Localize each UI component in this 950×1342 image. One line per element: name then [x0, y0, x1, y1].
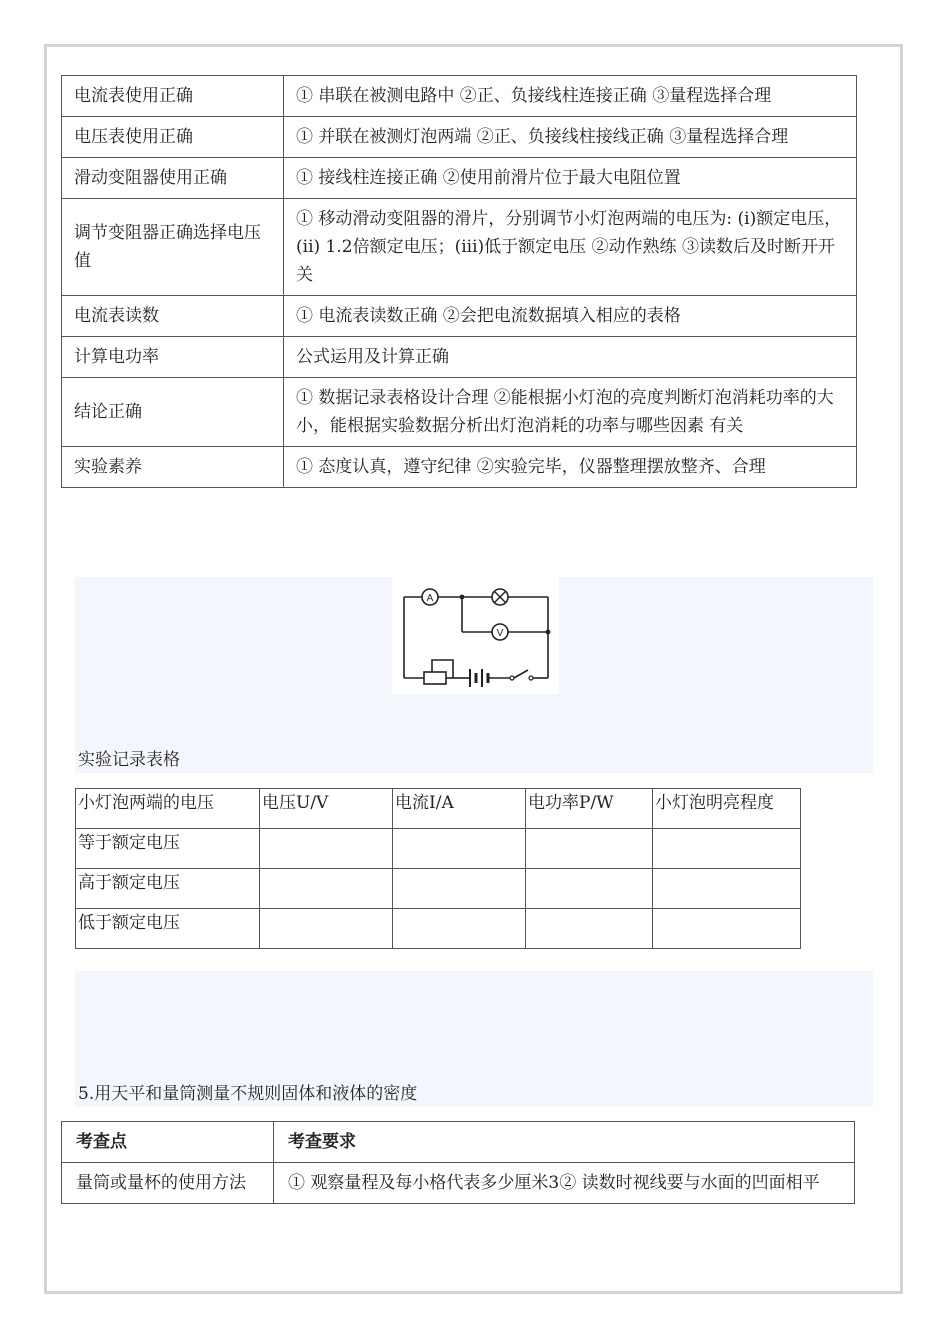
voltmeter-label: V	[496, 628, 504, 639]
rubric-item: 电压表使用正确	[62, 117, 284, 158]
empty-cell	[653, 869, 801, 909]
table-row	[62, 337, 857, 378]
column-header: 小灯泡两端的电压	[76, 789, 260, 829]
rubric-item: 电流表使用正确	[62, 76, 284, 117]
rubric-requirement: ① 态度认真，遵守纪律 ②实验完毕，仪器整理摆放整齐、合理	[284, 447, 857, 488]
rubric-table	[61, 75, 857, 488]
row-label: 高于额定电压	[76, 869, 260, 909]
empty-cell	[260, 909, 393, 949]
rubric-item: 调节变阻器正确选择电压值	[62, 199, 284, 296]
rubric-requirement: ① 电流表读数正确 ②会把电流数据填入相应的表格	[284, 296, 857, 337]
table-row	[62, 117, 857, 158]
table-header-row	[76, 789, 801, 829]
column-header: 考查点	[62, 1122, 274, 1163]
rubric-item: 滑动变阻器使用正确	[62, 158, 284, 199]
table-row	[76, 909, 801, 949]
rubric-item: 实验素养	[62, 447, 284, 488]
table-row	[62, 1163, 855, 1204]
empty-cell	[526, 869, 653, 909]
empty-cell	[653, 909, 801, 949]
empty-cell	[260, 869, 393, 909]
empty-cell	[526, 829, 653, 869]
table-header-row	[62, 1122, 855, 1163]
column-header: 电压U/V	[260, 789, 393, 829]
empty-cell	[526, 909, 653, 949]
rubric-requirement: ① 串联在被测电路中 ②正、负接线柱连接正确 ③量程选择合理	[284, 76, 857, 117]
empty-cell	[393, 869, 526, 909]
empty-cell	[653, 829, 801, 869]
column-header: 考查要求	[274, 1122, 855, 1163]
table-row	[62, 296, 857, 337]
column-header: 电功率P/W	[526, 789, 653, 829]
row-label: 低于额定电压	[76, 909, 260, 949]
column-header: 小灯泡明亮程度	[653, 789, 801, 829]
table-row	[62, 378, 857, 447]
rubric-requirement: ① 数据记录表格设计合理 ②能根据小灯泡的亮度判断灯泡消耗功率的大小，能根据实验数据分析出灯泡消耗的功率与哪些因素 有关	[284, 378, 857, 447]
rubric-item: 量筒或量杯的使用方法	[62, 1163, 274, 1204]
switch-contact	[529, 676, 533, 680]
table-row	[62, 76, 857, 117]
circuit-diagram	[392, 577, 559, 694]
rubric-requirement: ① 移动滑动变阻器的滑片，分别调节小灯泡两端的电压为: (i)额定电压，(ii) 1.2倍额定电压；(iii)低于额定电压 ②动作熟练 ③读数后及时断开开关	[284, 199, 857, 296]
record-table-caption: 实验记录表格	[78, 750, 180, 770]
table-row	[76, 829, 801, 869]
rubric-requirement: ① 观察量程及每小格代表多少厘米3② 读数时视线要与水面的凹面相平	[274, 1163, 855, 1204]
density-rubric-table	[61, 1121, 855, 1204]
row-label: 等于额定电压	[76, 829, 260, 869]
section-title: 5.用天平和量筒测量不规则固体和液体的密度	[78, 1084, 418, 1104]
switch-contact	[510, 676, 514, 680]
junction-dot	[460, 595, 465, 600]
table-row	[62, 447, 857, 488]
rubric-item: 计算电功率	[62, 337, 284, 378]
record-table	[75, 788, 801, 949]
column-header: 电流I/A	[393, 789, 526, 829]
empty-cell	[260, 829, 393, 869]
rubric-item: 结论正确	[62, 378, 284, 447]
rubric-requirement: 公式运用及计算正确	[284, 337, 857, 378]
table-row	[76, 869, 801, 909]
empty-cell	[393, 909, 526, 949]
ammeter-label: A	[426, 593, 434, 604]
junction-dot	[546, 630, 551, 635]
table-row	[62, 199, 857, 296]
rubric-requirement: ① 并联在被测灯泡两端 ②正、负接线柱接线正确 ③量程选择合理	[284, 117, 857, 158]
table-row	[62, 158, 857, 199]
rubric-requirement: ① 接线柱连接正确 ②使用前滑片位于最大电阻位置	[284, 158, 857, 199]
empty-cell	[393, 829, 526, 869]
rubric-item: 电流表读数	[62, 296, 284, 337]
